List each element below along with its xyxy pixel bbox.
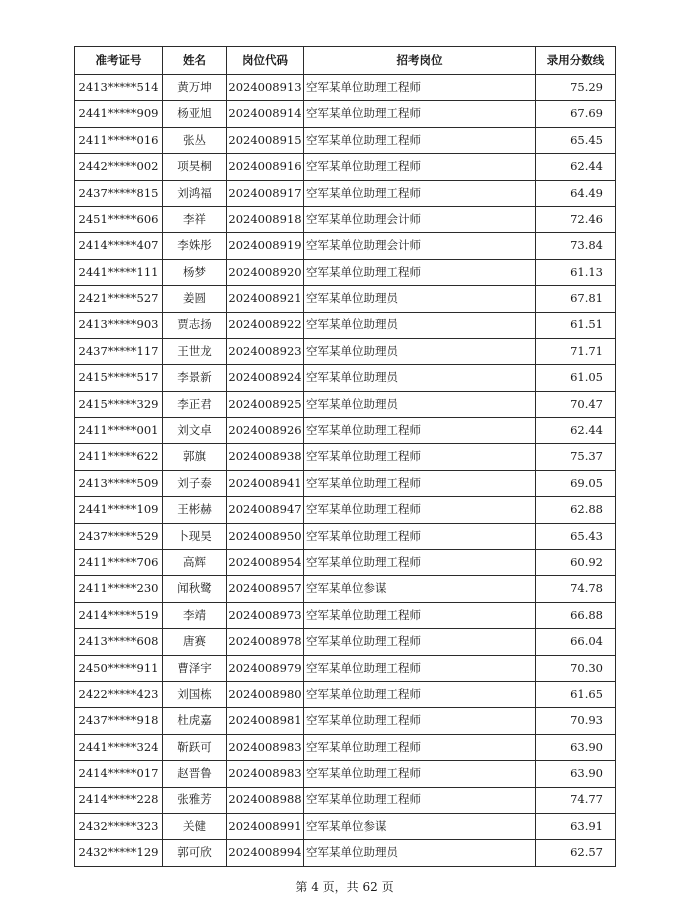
cell-exam-id: 2413*****509 xyxy=(75,470,163,496)
table-row xyxy=(75,75,616,101)
table-row xyxy=(75,312,616,338)
cell-score: 74.78 xyxy=(536,576,616,602)
cell-post-code: 2024008981 xyxy=(227,708,304,734)
cell-post: 空军某单位助理工程师 xyxy=(304,75,536,101)
table-row xyxy=(75,681,616,707)
table-row xyxy=(75,418,616,444)
cell-post-code: 2024008916 xyxy=(227,154,304,180)
cell-score: 70.47 xyxy=(536,391,616,417)
cell-post-code: 2024008913 xyxy=(227,75,304,101)
cell-post: 空军某单位助理工程师 xyxy=(304,681,536,707)
cell-exam-id: 2422*****423 xyxy=(75,681,163,707)
cell-name: 黄万坤 xyxy=(163,75,227,101)
cell-post-code: 2024008926 xyxy=(227,418,304,444)
table-row xyxy=(75,787,616,813)
table-row xyxy=(75,497,616,523)
cell-name: 李景新 xyxy=(163,365,227,391)
header-post: 招考岗位 xyxy=(304,47,536,75)
header-post-code: 岗位代码 xyxy=(227,47,304,75)
cell-score: 61.65 xyxy=(536,681,616,707)
cell-post-code: 2024008914 xyxy=(227,101,304,127)
cell-exam-id: 2442*****002 xyxy=(75,154,163,180)
cell-post: 空军某单位助理员 xyxy=(304,365,536,391)
cell-post-code: 2024008983 xyxy=(227,734,304,760)
cell-exam-id: 2411*****230 xyxy=(75,576,163,602)
table-row xyxy=(75,708,616,734)
cell-post-code: 2024008938 xyxy=(227,444,304,470)
cell-post: 空军某单位助理员 xyxy=(304,391,536,417)
cell-post-code: 2024008979 xyxy=(227,655,304,681)
cell-name: 靳跃可 xyxy=(163,734,227,760)
cell-post-code: 2024008921 xyxy=(227,286,304,312)
cell-score: 66.04 xyxy=(536,629,616,655)
page-number: 第 4 页，共 62 页 xyxy=(295,880,394,894)
table-row xyxy=(75,154,616,180)
cell-name: 杨亚旭 xyxy=(163,101,227,127)
cell-post: 空军某单位助理工程师 xyxy=(304,101,536,127)
cell-score: 60.92 xyxy=(536,550,616,576)
cell-post-code: 2024008957 xyxy=(227,576,304,602)
cell-exam-id: 2411*****016 xyxy=(75,127,163,153)
cell-post-code: 2024008922 xyxy=(227,312,304,338)
cell-post-code: 2024008988 xyxy=(227,787,304,813)
cell-post-code: 2024008925 xyxy=(227,391,304,417)
table-row xyxy=(75,365,616,391)
table-row xyxy=(75,602,616,628)
cell-name: 郭旗 xyxy=(163,444,227,470)
cell-exam-id: 2411*****622 xyxy=(75,444,163,470)
table-row xyxy=(75,629,616,655)
cell-exam-id: 2415*****517 xyxy=(75,365,163,391)
cell-name: 郭可欣 xyxy=(163,840,227,866)
table-row xyxy=(75,338,616,364)
table-row xyxy=(75,286,616,312)
cell-name: 王世龙 xyxy=(163,338,227,364)
cell-exam-id: 2411*****706 xyxy=(75,550,163,576)
cell-score: 61.05 xyxy=(536,365,616,391)
cell-post-code: 2024008950 xyxy=(227,523,304,549)
cell-name: 李祥 xyxy=(163,206,227,232)
cell-name: 刘鸿福 xyxy=(163,180,227,206)
cell-post: 空军某单位助理工程师 xyxy=(304,497,536,523)
cell-exam-id: 2437*****815 xyxy=(75,180,163,206)
cell-exam-id: 2414*****519 xyxy=(75,602,163,628)
cell-score: 65.43 xyxy=(536,523,616,549)
cell-name: 关健 xyxy=(163,813,227,839)
cell-score: 75.29 xyxy=(536,75,616,101)
cell-post: 空军某单位助理工程师 xyxy=(304,523,536,549)
cell-post-code: 2024008918 xyxy=(227,206,304,232)
cell-post-code: 2024008917 xyxy=(227,180,304,206)
cell-post: 空军某单位助理工程师 xyxy=(304,418,536,444)
cell-name: 刘子泰 xyxy=(163,470,227,496)
cell-exam-id: 2414*****228 xyxy=(75,787,163,813)
cell-post-code: 2024008941 xyxy=(227,470,304,496)
cell-post: 空军某单位助理工程师 xyxy=(304,470,536,496)
table-row xyxy=(75,127,616,153)
cell-score: 70.30 xyxy=(536,655,616,681)
cell-exam-id: 2450*****911 xyxy=(75,655,163,681)
cell-post: 空军某单位助理工程师 xyxy=(304,629,536,655)
cell-post-code: 2024008923 xyxy=(227,338,304,364)
cell-name: 高辉 xyxy=(163,550,227,576)
cell-post-code: 2024008919 xyxy=(227,233,304,259)
cell-score: 74.77 xyxy=(536,787,616,813)
table-row xyxy=(75,444,616,470)
cell-post: 空军某单位助理员 xyxy=(304,840,536,866)
cell-post: 空军某单位助理工程师 xyxy=(304,259,536,285)
cell-post: 空军某单位助理工程师 xyxy=(304,550,536,576)
cell-post: 空军某单位助理工程师 xyxy=(304,708,536,734)
cell-exam-id: 2432*****323 xyxy=(75,813,163,839)
cell-name: 张丛 xyxy=(163,127,227,153)
cell-post-code: 2024008954 xyxy=(227,550,304,576)
cell-exam-id: 2441*****111 xyxy=(75,259,163,285)
cell-exam-id: 2414*****407 xyxy=(75,233,163,259)
cell-post-code: 2024008978 xyxy=(227,629,304,655)
cell-post-code: 2024008924 xyxy=(227,365,304,391)
cell-post-code: 2024008983 xyxy=(227,761,304,787)
cell-post-code: 2024008973 xyxy=(227,602,304,628)
cell-score: 65.45 xyxy=(536,127,616,153)
cell-post: 空军某单位助理会计师 xyxy=(304,206,536,232)
cell-score: 70.93 xyxy=(536,708,616,734)
table-row xyxy=(75,259,616,285)
table-row xyxy=(75,523,616,549)
table-row xyxy=(75,101,616,127)
cell-name: 曹泽宇 xyxy=(163,655,227,681)
cell-name: 杨梦 xyxy=(163,259,227,285)
cell-post: 空军某单位助理工程师 xyxy=(304,761,536,787)
cell-name: 赵晋鲁 xyxy=(163,761,227,787)
cell-post: 空军某单位助理工程师 xyxy=(304,734,536,760)
cell-name: 项昊桐 xyxy=(163,154,227,180)
cell-score: 72.46 xyxy=(536,206,616,232)
table-row xyxy=(75,391,616,417)
table-row xyxy=(75,206,616,232)
cell-exam-id: 2414*****017 xyxy=(75,761,163,787)
results-table xyxy=(74,46,616,867)
cell-exam-id: 2415*****329 xyxy=(75,391,163,417)
cell-post-code: 2024008980 xyxy=(227,681,304,707)
cell-name: 唐赛 xyxy=(163,629,227,655)
cell-exam-id: 2441*****109 xyxy=(75,497,163,523)
cell-post: 空军某单位助理员 xyxy=(304,312,536,338)
cell-exam-id: 2437*****918 xyxy=(75,708,163,734)
header-exam-id: 准考证号 xyxy=(75,47,163,75)
cell-post: 空军某单位助理工程师 xyxy=(304,787,536,813)
cell-exam-id: 2413*****608 xyxy=(75,629,163,655)
table-row xyxy=(75,655,616,681)
cell-name: 姜圆 xyxy=(163,286,227,312)
cell-post: 空军某单位助理会计师 xyxy=(304,233,536,259)
cell-post: 空军某单位助理工程师 xyxy=(304,127,536,153)
cell-exam-id: 2441*****909 xyxy=(75,101,163,127)
cell-name: 杜虎嘉 xyxy=(163,708,227,734)
cell-post: 空军某单位参谋 xyxy=(304,813,536,839)
cell-post-code: 2024008920 xyxy=(227,259,304,285)
table-row xyxy=(75,233,616,259)
cell-exam-id: 2451*****606 xyxy=(75,206,163,232)
table-row xyxy=(75,840,616,866)
cell-exam-id: 2441*****324 xyxy=(75,734,163,760)
cell-post: 空军某单位助理工程师 xyxy=(304,444,536,470)
cell-score: 67.69 xyxy=(536,101,616,127)
cell-post: 空军某单位助理员 xyxy=(304,286,536,312)
table-row xyxy=(75,550,616,576)
cell-post: 空军某单位助理工程师 xyxy=(304,180,536,206)
table-body xyxy=(75,75,616,867)
cell-score: 63.91 xyxy=(536,813,616,839)
table-row xyxy=(75,470,616,496)
cell-score: 69.05 xyxy=(536,470,616,496)
cell-score: 62.44 xyxy=(536,154,616,180)
cell-exam-id: 2413*****903 xyxy=(75,312,163,338)
cell-post-code: 2024008991 xyxy=(227,813,304,839)
cell-name: 李靖 xyxy=(163,602,227,628)
cell-score: 61.51 xyxy=(536,312,616,338)
cell-score: 61.13 xyxy=(536,259,616,285)
cell-score: 71.71 xyxy=(536,338,616,364)
cell-post: 空军某单位助理工程师 xyxy=(304,602,536,628)
cell-score: 73.84 xyxy=(536,233,616,259)
cell-post-code: 2024008994 xyxy=(227,840,304,866)
cell-name: 王彬赫 xyxy=(163,497,227,523)
cell-post: 空军某单位助理员 xyxy=(304,338,536,364)
cell-exam-id: 2411*****001 xyxy=(75,418,163,444)
cell-post: 空军某单位助理工程师 xyxy=(304,154,536,180)
cell-name: 贾志扬 xyxy=(163,312,227,338)
cell-name: 李姝彤 xyxy=(163,233,227,259)
cell-exam-id: 2421*****527 xyxy=(75,286,163,312)
cell-exam-id: 2432*****129 xyxy=(75,840,163,866)
cell-name: 卜现昊 xyxy=(163,523,227,549)
cell-score: 67.81 xyxy=(536,286,616,312)
table-header-row xyxy=(75,47,616,75)
cell-post-code: 2024008915 xyxy=(227,127,304,153)
cell-name: 刘国栋 xyxy=(163,681,227,707)
cell-name: 李正君 xyxy=(163,391,227,417)
cell-exam-id: 2437*****529 xyxy=(75,523,163,549)
cell-score: 64.49 xyxy=(536,180,616,206)
cell-score: 66.88 xyxy=(536,602,616,628)
cell-name: 闻秋鹭 xyxy=(163,576,227,602)
cell-score: 75.37 xyxy=(536,444,616,470)
cell-score: 62.44 xyxy=(536,418,616,444)
cell-score: 62.88 xyxy=(536,497,616,523)
table-row xyxy=(75,180,616,206)
table-row xyxy=(75,576,616,602)
header-score: 录用分数线 xyxy=(536,47,616,75)
table-row xyxy=(75,761,616,787)
table-row xyxy=(75,813,616,839)
header-name: 姓名 xyxy=(163,47,227,75)
cell-post: 空军某单位参谋 xyxy=(304,576,536,602)
table-row xyxy=(75,734,616,760)
cell-exam-id: 2437*****117 xyxy=(75,338,163,364)
cell-exam-id: 2413*****514 xyxy=(75,75,163,101)
cell-post: 空军某单位助理工程师 xyxy=(304,655,536,681)
cell-score: 63.90 xyxy=(536,761,616,787)
cell-post-code: 2024008947 xyxy=(227,497,304,523)
cell-name: 张雅芳 xyxy=(163,787,227,813)
cell-score: 63.90 xyxy=(536,734,616,760)
cell-name: 刘文卓 xyxy=(163,418,227,444)
cell-score: 62.57 xyxy=(536,840,616,866)
